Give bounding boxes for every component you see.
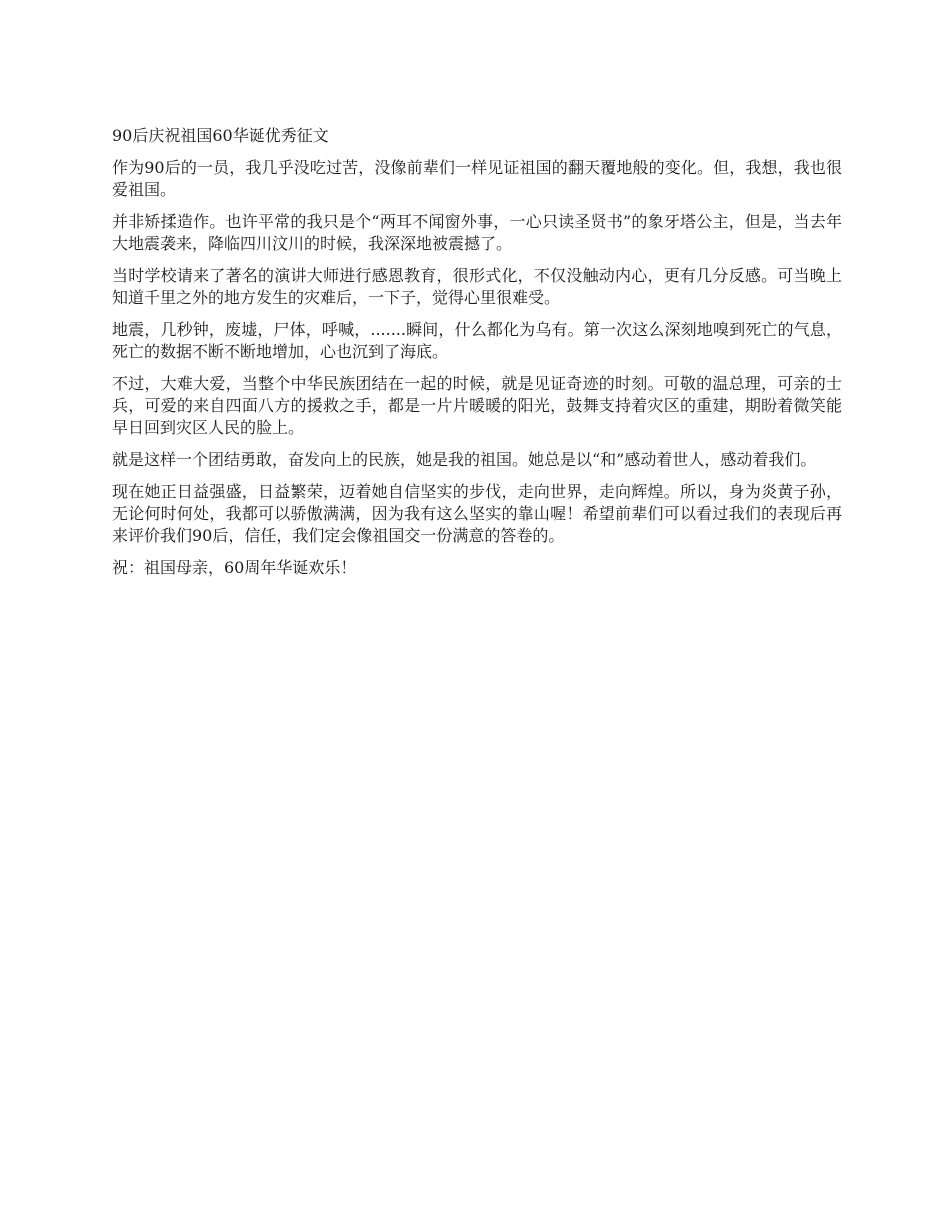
paragraph-2: 并非矫揉造作。也许平常的我只是个“两耳不闻窗外事，一心只读圣贤书”的象牙塔公主，但是，当去年大地震袭来，降临四川汶川的时候，我深深地被震撼了。 bbox=[112, 212, 842, 253]
paragraph-7: 现在她正日益强盛，日益繁荣，迈着她自信坚实的步伐，走向世界，走向辉煌。所以，身为炎黄子孙，无论何时何处，我都可以骄傲满满，因为我有这么坚实的靠山喔！希望前辈们可以看过我们的表现后再来评价我们90后，信任，我们定会像祖国交一份满意的答卷的。 bbox=[112, 482, 842, 545]
paragraph-5: 不过，大难大爱，当整个中华民族团结在一起的时候，就是见证奇迹的时刻。可敬的温总理，可亲的士兵，可爱的来自四面八方的援救之手，都是一片片暖暖的阳光，鼓舞支持着灾区的重建，期盼着微笑能早日回到灾区人民的脸上。 bbox=[112, 374, 842, 437]
closing-line: 祝：祖国母亲，60周年华诞欢乐！ bbox=[112, 558, 357, 577]
document-page bbox=[112, 125, 842, 589]
paragraph-4: 地震，几秒钟，废墟，尸体，呼喊，.......瞬间，什么都化为乌有。第一次这么深刻地嗅到死亡的气息，死亡的数据不断不断地增加，心也沉到了海底。 bbox=[112, 320, 842, 361]
paragraph-6: 就是这样一个团结勇敢，奋发向上的民族，她是我的祖国。她总是以“和”感动着世人，感动着我们。 bbox=[112, 450, 817, 469]
paragraph-3: 当时学校请来了著名的演讲大师进行感恩教育，很形式化，不仅没触动内心，更有几分反感。可当晚上知道千里之外的地方发生的灾难后，一下子，觉得心里很难受。 bbox=[112, 266, 842, 307]
paragraph-1: 作为90后的一员，我几乎没吃过苦，没像前辈们一样见证祖国的翻天覆地般的变化。但，我想，我也很爱祖国。 bbox=[112, 158, 842, 199]
document-title: 90后庆祝祖国60华诞优秀征文 bbox=[112, 126, 329, 145]
